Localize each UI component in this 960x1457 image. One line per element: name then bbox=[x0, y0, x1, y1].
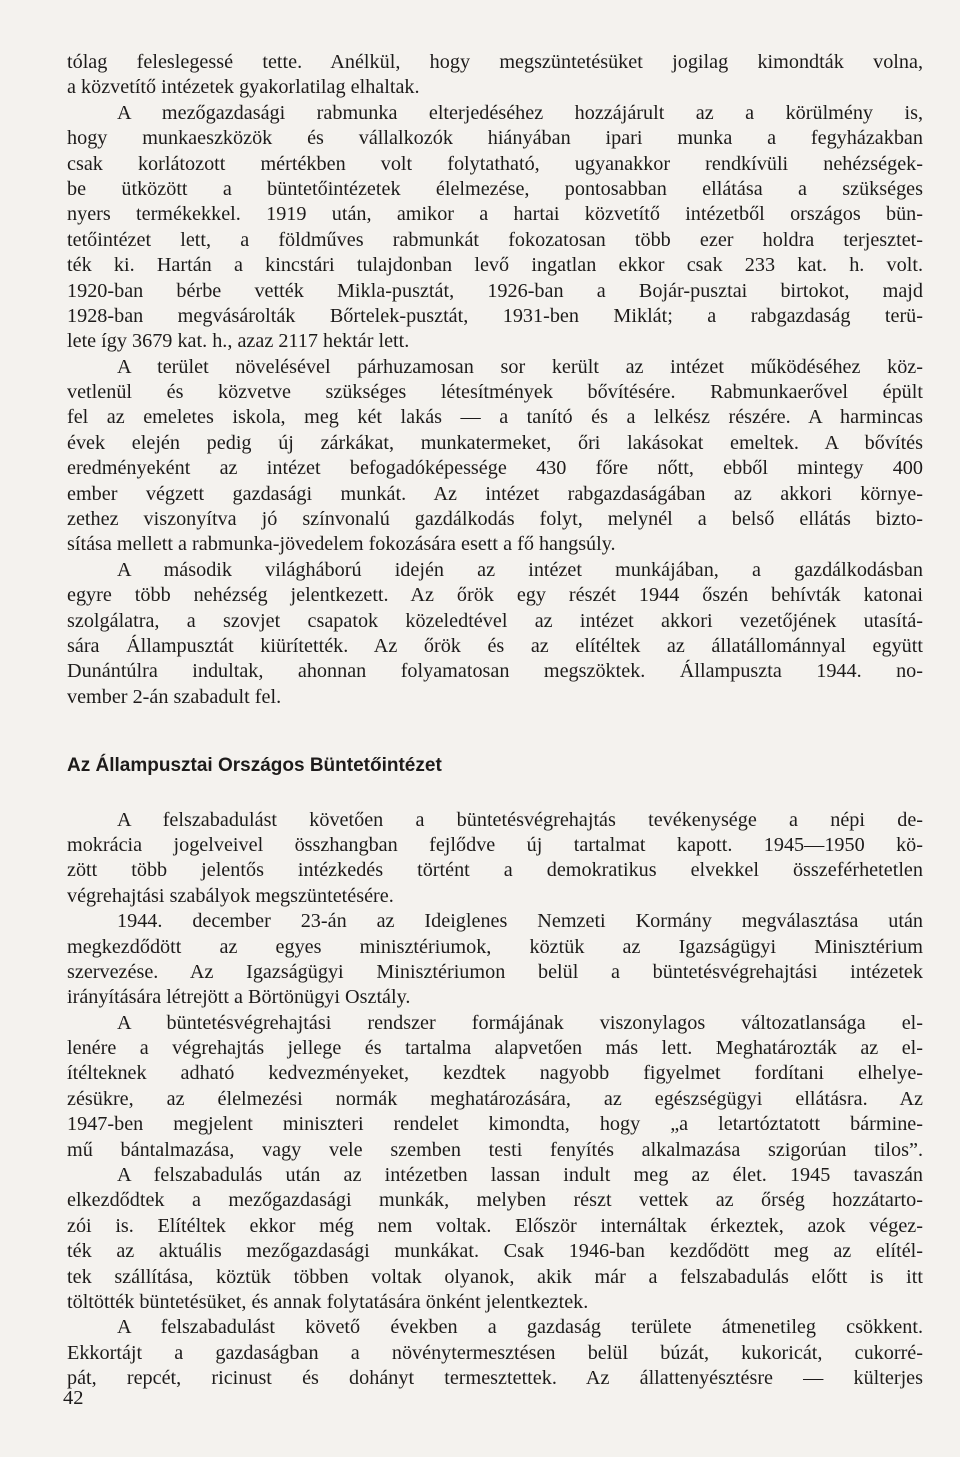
text-line: nyers termékekkel. 1919 után, amikor a hartai közvetítő intézetből országos bün- bbox=[67, 203, 923, 226]
text-line: A felszabadulást követően a büntetésvégrehajtás tevékenysége a népi de- bbox=[117, 808, 923, 831]
text-section-2 bbox=[67, 808, 923, 1392]
text-line: zött több jelentős intézkedés történt a demokratikus elvekkel összeférhetetlen bbox=[67, 859, 923, 882]
text-line: zethez viszonyítva jó színvonalú gazdálkodás folyt, melynél a belső ellátás bizto- bbox=[67, 508, 923, 531]
text-line: ték az aktuális mezőgazdasági munkákat. Csak 1946-ban kezdődött meg az elítél- bbox=[67, 1240, 923, 1263]
text-line: szervezése. Az Igazságügyi Minisztériumon belül a büntetésvégrehajtási intézetek bbox=[67, 960, 923, 983]
text-line: A felszabadulást követő években a gazdaság területe átmenetileg csökkent. bbox=[117, 1316, 923, 1339]
text-line: 1947-ben megjelent miniszteri rendelet kimondta, hogy „a letartóztatott bármine- bbox=[67, 1113, 923, 1136]
text-line: A mezőgazdasági rabmunka elterjedéséhez hozzájárult az a körülmény is, bbox=[117, 101, 923, 124]
text-line: csak korlátozott mértékben volt folytatható, ugyanakkor rendkívüli nehézségek- bbox=[67, 152, 923, 175]
text-line: szolgálatra, a szovjet csapatok közeledtével az intézet akkori vezetőjének utasítá- bbox=[67, 609, 923, 632]
text-line: A második világháború idején az intézet munkájában, a gazdálkodásban bbox=[117, 558, 923, 581]
text-line: A felszabadulás után az intézetben lassan indult meg az élet. 1945 tavaszán bbox=[117, 1164, 923, 1187]
text-line: megkezdődött az egyes minisztériumok, köztük az Igazságügyi Minisztérium bbox=[67, 935, 923, 958]
text-line: zésükre, az élelmezési normák meghatározására, az egészségügyi ellátásra. Az bbox=[67, 1087, 923, 1110]
page-number: 42 bbox=[63, 1387, 84, 1409]
text-line: végrehajtási szabályok megszüntetésére. bbox=[67, 884, 394, 907]
text-line: vetlenül és közvetve szükséges létesítmények bővítésére. Rabmunkaerővel épült bbox=[67, 381, 923, 404]
text-line: ítélteknek adható kedvezményeket, kezdtek nagyobb figyelmet fordítani elhelye- bbox=[67, 1062, 923, 1085]
text-line: Ekkortájt a gazdaságban a növénytermesztésen belül búzát, kukoricát, cukorré- bbox=[67, 1341, 923, 1364]
text-line: ember végzett gazdasági munkát. Az intézet rabgazdaságában az akkori környe- bbox=[67, 482, 923, 505]
text-line: tetőintézet lett, a földműves rabmunkát fokozatosan több ezer holdra terjesztet- bbox=[67, 228, 923, 251]
text-line: sítása mellett a rabmunka-jövedelem fokozására esett a fő hangsúly. bbox=[67, 533, 616, 556]
text-line: mű bántalmazása, vagy vele szemben testi fenyítés alkalmazása szigorúan tilos”. bbox=[67, 1138, 923, 1161]
text-line: zói is. Elítéltek ekkor még nem voltak. Először internáltak érkeztek, azok végez- bbox=[67, 1214, 923, 1237]
text-line: Dunántúlra indultak, ahonnan folyamatosan megszöktek. Állampuszta 1944. no- bbox=[67, 660, 923, 683]
text-line: 1928-ban megvásárolták Bőrtelek-pusztát, 1931-ben Miklát; a rabgazdaság terü- bbox=[67, 304, 923, 327]
text-line: tólag feleslegessé tette. Anélkül, hogy megszüntetésüket jogilag kimondták volna, bbox=[67, 51, 923, 73]
text-line: 1920-ban bérbe vették Mikla-pusztát, 1926-ban a Bojár-pusztai birtokot, majd bbox=[67, 279, 923, 302]
text-line: lenére a végrehajtás jellege és tartalma alapvetően más lett. Meghatározták az el- bbox=[67, 1037, 923, 1060]
text-line: évek elején pedig új zárkákat, munkatermeket, őri lakásokat emeltek. A bővítés bbox=[67, 431, 923, 454]
text-line: 1944. december 23-án az Ideiglenes Nemzeti Kormány megválasztása után bbox=[117, 910, 923, 933]
text-line: ték ki. Hartán a kincstári tulajdonban levő ingatlan ekkor csak 233 kat. h. volt. bbox=[67, 254, 923, 277]
text-line: eredményeként az intézet befogadóképessége 430 főre nőtt, ebből mintegy 400 bbox=[67, 457, 923, 480]
text-line: töltötték büntetésüket, és annak folytatására önként jelentkeztek. bbox=[67, 1290, 589, 1313]
text-line: a közvetítő intézetek gyakorlatilag elhaltak. bbox=[67, 76, 420, 99]
text-line: be ütközött a büntetőintézetek élelmezése, pontosabban ellátása a szükséges bbox=[67, 177, 923, 200]
text-line: pát, repcét, ricinust és dohányt termesztettek. Az állattenyésztésre — külterjes bbox=[67, 1367, 923, 1390]
text-line: A terület növelésével párhuzamosan sor került az intézet működéséhez köz- bbox=[117, 355, 923, 378]
text-line: hogy munkaeszközök és vállalkozók hiányában ipari munka a fegyházakban bbox=[67, 127, 923, 150]
text-line: sára Állampusztát kiürítették. Az őrök és az elítéltek az állatállománnyal együtt bbox=[67, 634, 923, 657]
text-line: fel az emeletes iskola, meg két lakás — a tanító és a lelkész részére. A harmincas bbox=[67, 406, 923, 429]
text-line: irányítására létrejött a Börtönügyi Osztály. bbox=[67, 986, 411, 1009]
text-line: vember 2-án szabadult fel. bbox=[67, 685, 282, 708]
text-line: elkezdődtek a mezőgazdasági munkák, melyben részt vettek az őrség hozzátarto- bbox=[67, 1189, 923, 1212]
text-line: lete így 3679 kat. h., azaz 2117 hektár lett. bbox=[67, 330, 410, 353]
book-page bbox=[67, 50, 923, 1392]
text-section-1 bbox=[67, 50, 923, 710]
section-heading: Az Állampusztai Országos Büntetőintézet bbox=[67, 755, 442, 777]
text-line: A büntetésvégrehajtási rendszer formájának viszonylagos változatlansága el- bbox=[117, 1011, 923, 1034]
text-line: egyre több nehézség jelentkezett. Az őrök egy részét 1944 őszén behívták katonai bbox=[67, 584, 923, 607]
text-line: mokrácia jogelveivel összhangban fejlődve új tartalmat kapott. 1945—1950 kö- bbox=[67, 833, 923, 856]
text-line: tek szállítása, köztük többen voltak olyanok, akik már a felszabadulás előtt is itt bbox=[67, 1265, 923, 1288]
